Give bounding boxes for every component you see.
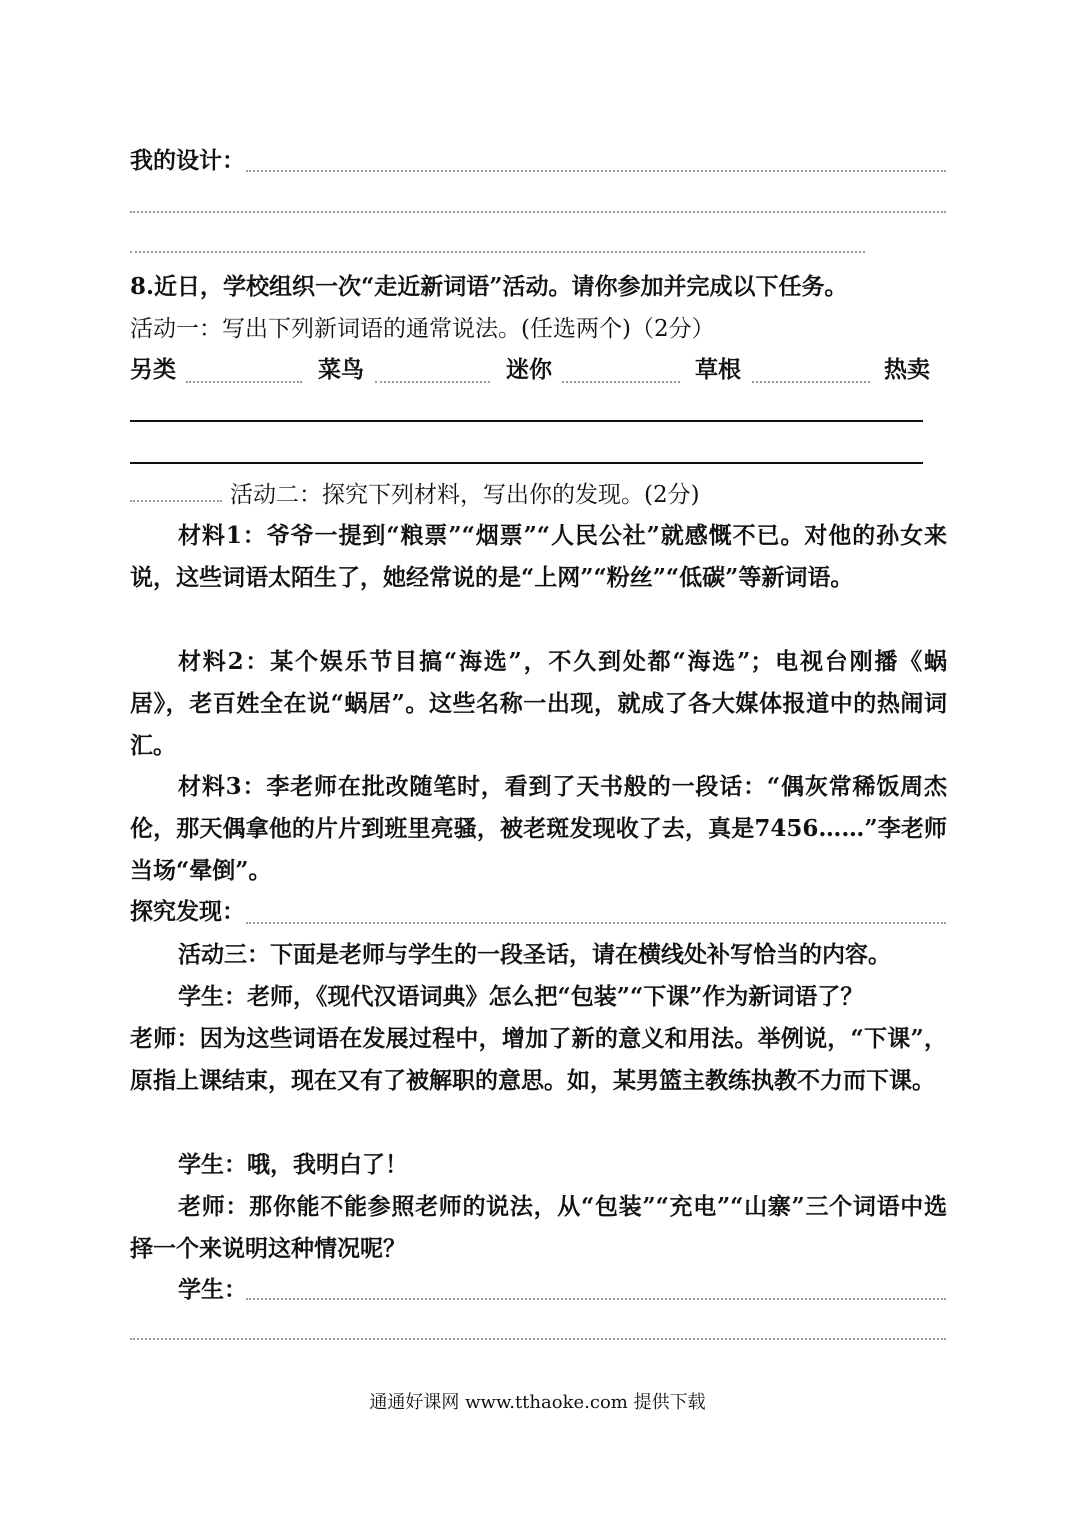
finding-label: 探究发现： bbox=[130, 898, 245, 925]
question-8-intro: 8.近日，学校组织一次“走近新词语”活动。请你参加并完成以下任务。 bbox=[130, 273, 848, 300]
student-question: 学生：老师，《现代汉语词典》怎么把“包装”“下课”作为新词语了？ bbox=[178, 983, 864, 1010]
word-answer-blank-2[interactable] bbox=[375, 381, 490, 383]
word-remai: 热卖 bbox=[884, 356, 930, 383]
design-answer-line-2[interactable] bbox=[130, 211, 946, 213]
word-cainiao: 菜鸟 bbox=[318, 356, 364, 383]
answer-rule-1[interactable] bbox=[130, 420, 923, 422]
finding-answer-line[interactable] bbox=[246, 922, 946, 924]
activity-1-heading: 活动一：写出下列新词语的通常说法。(任选两个)（2分） bbox=[130, 316, 715, 342]
word-answer-blank-1[interactable] bbox=[186, 381, 302, 383]
word-mini: 迷你 bbox=[506, 356, 552, 383]
design-answer-line-1[interactable] bbox=[246, 170, 946, 172]
material-1: 材料1：爷爷一提到“粮票”“烟票”“人民公社”就感慨不已。对他的孙女来说，这些词语太陌生了，她经常说的是“上网”“粉丝”“低碳”等新词语。 bbox=[130, 522, 947, 591]
design-label: 我的设计： bbox=[130, 147, 245, 174]
teacher-explanation: 老师：因为这些词语在发展过程中，增加了新的意义和用法。举例说，“下课”，原指上课结束，现在又有了被解职的意思。如，某男篮主教练执教不力而下课。 bbox=[130, 1025, 947, 1094]
answer-rule-2[interactable] bbox=[130, 462, 923, 464]
student-reply: 学生：哦，我明白了！ bbox=[178, 1151, 408, 1178]
teacher-prompt: 老师：那你能不能参照老师的说法，从“包装”“充电”“山寨”三个词语中选择一个来说明这种情况呢？ bbox=[130, 1193, 947, 1262]
activity-2-heading: 活动二：探究下列材料，写出你的发现。(2分) bbox=[230, 482, 700, 508]
word-answer-blank-3[interactable] bbox=[562, 381, 680, 383]
word-linglei: 另类 bbox=[130, 356, 176, 383]
word-caogen: 草根 bbox=[695, 356, 741, 383]
material-3: 材料3：李老师在批改随笔时，看到了天书般的一段话：“偶灰常稀饭周杰伦，那天偶拿他的片片到班里亮骚，被老斑发现收了去，真是7456……”李老师当场“晕倒”。 bbox=[130, 773, 947, 884]
student-answer-line-2[interactable] bbox=[130, 1338, 946, 1340]
word-answer-blank-4[interactable] bbox=[752, 381, 870, 383]
material-2: 材料2：某个娱乐节目搞“海选”，不久到处都“海选”；电视台刚播《蜗居》，老百姓全在说“蜗居”。这些名称一出现，就成了各大媒体报道中的热闹词汇。 bbox=[130, 648, 947, 759]
activity-3-heading: 活动三：下面是老师与学生的一段圣话，请在横线处补写恰当的内容。 bbox=[178, 941, 891, 968]
footer-credit: 通通好课网 www.tthaoke.com 提供下载 bbox=[369, 1392, 706, 1413]
student-answer-line-1[interactable] bbox=[246, 1298, 946, 1300]
activity-2-leading-dots bbox=[130, 500, 222, 502]
design-answer-line-3[interactable] bbox=[130, 251, 865, 253]
student-answer-label: 学生： bbox=[178, 1276, 247, 1303]
